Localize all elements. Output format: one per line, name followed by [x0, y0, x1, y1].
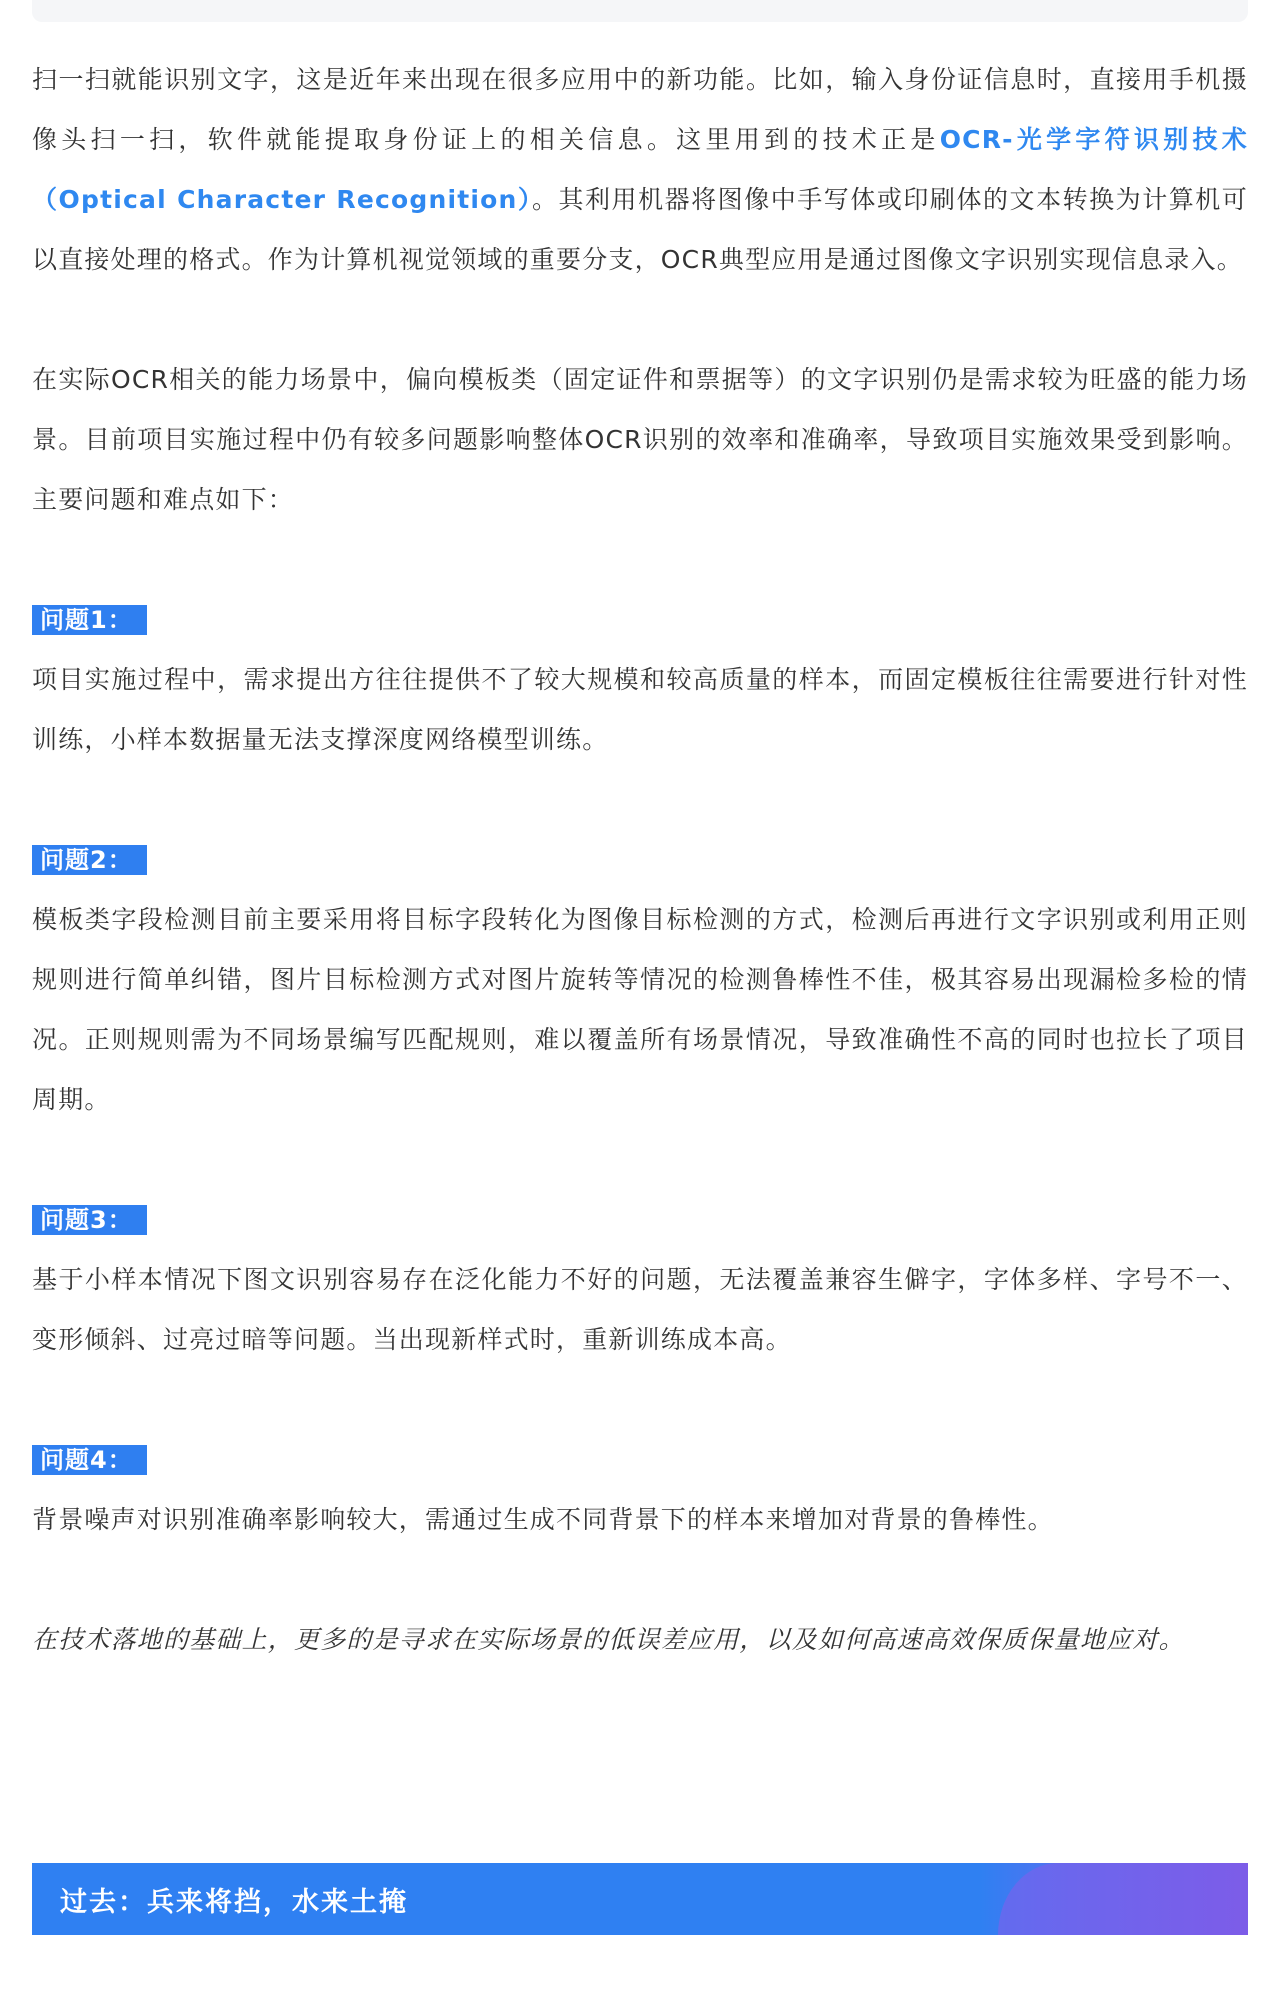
- spacer: [32, 290, 1248, 350]
- intro-paragraph: [32, 50, 1248, 290]
- article-body: [32, 50, 1248, 1670]
- problem-2-heading: [32, 830, 1248, 890]
- problem-4-heading: [32, 1430, 1248, 1490]
- section-banner: [32, 1863, 1248, 1935]
- spacer: [32, 1370, 1248, 1430]
- spacer: [32, 770, 1248, 830]
- spacer: [32, 1130, 1248, 1190]
- problem-3-badge: 问题3：: [32, 1205, 147, 1235]
- section-banner-title: 过去：兵来将挡，水来土掩: [60, 1886, 408, 1918]
- problem-2-text: 模板类字段检测目前主要采用将目标字段转化为图像目标检测的方式，检测后再进行文字识别或利用正则规则进行简单纠错，图片目标检测方式对图片旋转等情况的检测鲁棒性不佳，极其容易出现漏检多检的情况。正则规则需为不同场景编写匹配规则，难以覆盖所有场景情况，导致准确性不高的同时也拉长了项目周期。: [32, 905, 1248, 1114]
- problem-3-text: 基于小样本情况下图文识别容易存在泛化能力不好的问题，无法覆盖兼容生僻字，字体多样、字号不一、变形倾斜、过亮过暗等问题。当出现新样式时，重新训练成本高。: [32, 1265, 1248, 1354]
- intro-text-part2: 。其利用机器将图像中手写体或印刷体的文本转换为计算机可以直接处理的格式。作为计算机视觉领域的重要分支，OCR典型应用是通过图像文字识别实现信息录入。: [32, 185, 1249, 274]
- problem-1-text: 项目实施过程中，需求提出方往往提供不了较大规模和较高质量的样本，而固定模板往往需要进行针对性训练，小样本数据量无法支撑深度网络模型训练。: [32, 665, 1248, 754]
- problem-1-heading: [32, 590, 1248, 650]
- problem-1-badge: 问题1：: [32, 605, 147, 635]
- conclusion-paragraph: 在技术落地的基础上，更多的是寻求在实际场景的低误差应用，以及如何高速高效保质保量地应对。: [32, 1625, 1185, 1654]
- intro-text-part1: 扫一扫就能识别文字，这是近年来出现在很多应用中的新功能。比如，输入身份证信息时，直接用手机摄像头扫一扫，软件就能提取身份证上的相关信息。这里用到的技术正是: [32, 65, 1248, 154]
- top-card-edge: [32, 0, 1248, 22]
- problem-2-badge: 问题2：: [32, 845, 147, 875]
- spacer: [32, 530, 1248, 590]
- problems-intro-paragraph: 在实际OCR相关的能力场景中，偏向模板类（固定证件和票据等）的文字识别仍是需求较为旺盛的能力场景。目前项目实施过程中仍有较多问题影响整体OCR识别的效率和准确率，导致项目实施效果受到影响。主要问题和难点如下：: [32, 365, 1248, 514]
- ocr-link[interactable]: OCR-光学字符识别技术（Optical Character Recognition）: [32, 125, 1248, 214]
- problem-4-badge: 问题4：: [32, 1445, 147, 1475]
- problem-3-heading: [32, 1190, 1248, 1250]
- problem-4-text: 背景噪声对识别准确率影响较大，需通过生成不同背景下的样本来增加对背景的鲁棒性。: [32, 1505, 1054, 1534]
- banner-gradient-accent: [998, 1863, 1248, 1935]
- spacer: [32, 1550, 1248, 1610]
